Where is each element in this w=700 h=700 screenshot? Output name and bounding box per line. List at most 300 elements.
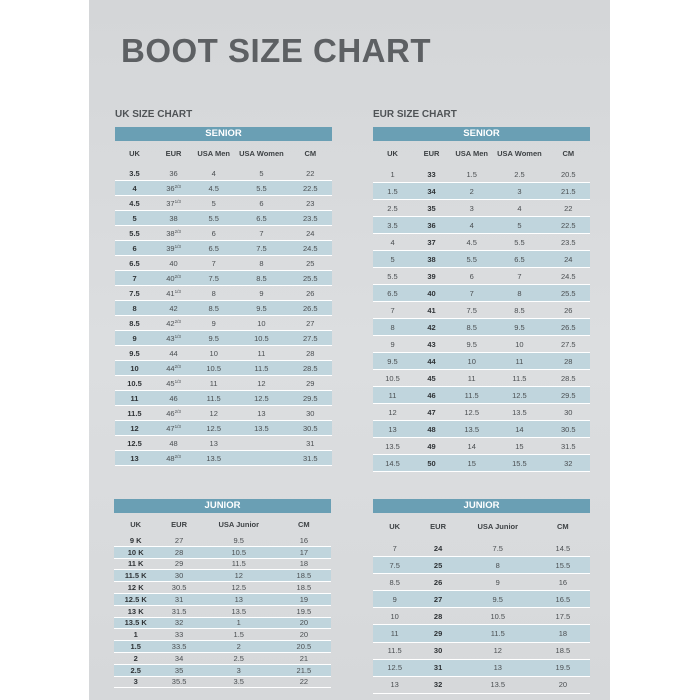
cm-cell: 20 [277,629,331,641]
eur-size-cell: 44 [412,353,451,370]
fraction-label: 2/3 [174,453,181,459]
eur-size-cell: 43 [412,336,451,353]
uk-junior-table [114,513,331,688]
usa-women-cell: 7 [492,268,546,285]
eur-size-cell: 28 [157,546,200,558]
table-row [115,166,332,181]
fraction-label: 2/3 [174,318,181,324]
size-chart-page [89,0,610,700]
cm-cell: 17.5 [536,608,590,625]
usa-men-cell: 6.5 [193,241,234,256]
table-row [114,535,331,546]
usa-men-cell: 5.5 [193,211,234,226]
eur-size-cell: 28 [416,608,459,625]
cm-cell: 26.5 [547,319,590,336]
table-row [373,387,590,404]
eur-size-cell: 49 [412,438,451,455]
usa-women-cell: 6 [234,196,288,211]
eur-senior-table [373,141,590,472]
fraction-label: 2/3 [174,273,181,279]
usa-men-cell: 7 [193,256,234,271]
table-row [115,376,332,391]
usa-junior-cell: 3.5 [201,676,277,688]
uk-size-cell: 13 [373,421,412,438]
eur-section-title: EUR SIZE CHART [373,109,457,120]
eur-size-cell: 48 [154,436,193,451]
column-header: USA Men [455,149,489,158]
usa-women-cell: 3 [492,183,546,200]
cm-cell: 16.5 [536,591,590,608]
usa-women-cell: 7.5 [234,241,288,256]
usa-junior-cell: 13.5 [201,605,277,617]
cm-cell: 26 [547,302,590,319]
table-row [373,234,590,251]
uk-size-cell: 13 [115,451,154,466]
usa-men-cell: 7.5 [193,271,234,286]
uk-size-cell: 10 [115,361,154,376]
cm-cell: 26 [289,286,332,301]
uk-size-cell: 12 K [114,582,157,594]
usa-men-cell: 3 [451,200,492,217]
cm-cell: 29.5 [547,387,590,404]
eur-size-cell: 24 [416,540,459,557]
eur-size-cell: 35 [157,664,200,676]
column-header: EUR [430,522,446,531]
uk-size-cell: 4 [373,234,412,251]
table-row [373,302,590,319]
table-row [115,451,332,466]
uk-section-title: UK SIZE CHART [115,109,193,120]
usa-women-cell: 8.5 [492,302,546,319]
table-row [115,391,332,406]
usa-men-cell: 10.5 [193,361,234,376]
usa-women-cell: 8.5 [234,271,288,286]
usa-men-cell: 11 [451,370,492,387]
uk-size-cell: 5 [115,211,154,226]
eur-size-cell: 31.5 [157,605,200,617]
cm-cell: 26.5 [289,301,332,316]
fraction-label: 1/3 [174,333,181,339]
cm-cell: 22 [547,200,590,217]
eur-size-cell: 25 [416,557,459,574]
cm-cell: 20 [536,676,590,693]
usa-men-cell: 11.5 [193,391,234,406]
usa-men-cell: 6 [193,226,234,241]
table-row [115,196,332,211]
usa-men-cell: 9 [193,316,234,331]
eur-size-cell: 47 [412,404,451,421]
table-row [373,217,590,234]
eur-junior-block [373,499,590,694]
table-row [373,557,590,574]
usa-women-cell: 9 [234,286,288,301]
uk-junior-band: JUNIOR [114,499,331,513]
eur-size-cell: 31 [416,659,459,676]
table-header-row [114,513,331,535]
uk-size-cell: 5.5 [373,268,412,285]
cm-cell: 19.5 [536,659,590,676]
column-header: UK [387,149,398,158]
table-row [114,676,331,688]
cm-cell: 16 [277,535,331,546]
eur-size-cell: 33.5 [157,641,200,653]
uk-size-cell: 11.5 [115,406,154,421]
cm-cell: 20.5 [277,641,331,653]
cm-cell: 22.5 [547,217,590,234]
usa-women-cell: 9.5 [234,301,288,316]
column-header: USA Men [197,149,231,158]
uk-size-cell: 7.5 [373,557,416,574]
table-row [115,271,332,286]
uk-size-cell: 3.5 [373,217,412,234]
column-header: CM [557,522,569,531]
eur-size-cell: $48^{2/3}$ [154,451,193,466]
uk-size-cell: 10.5 [115,376,154,391]
usa-women-cell: 13 [234,406,288,421]
cm-cell: 27.5 [289,331,332,346]
eur-size-cell: 46 [412,387,451,404]
uk-size-cell: 12.5 [373,659,416,676]
uk-size-cell: 11.5 [373,642,416,659]
cm-cell: 22.5 [289,181,332,196]
cm-cell: 25.5 [547,285,590,302]
column-header: EUR [171,519,187,529]
uk-size-cell: 10 K [114,546,157,558]
usa-men-cell: 9.5 [451,336,492,353]
usa-men-cell: 11 [193,376,234,391]
uk-senior-band: SENIOR [115,127,332,141]
table-row [373,251,590,268]
usa-women-cell [234,436,288,451]
table-row [115,346,332,361]
eur-size-cell: 27 [157,535,200,546]
cm-cell: 18 [277,558,331,570]
cm-cell: 31.5 [289,451,332,466]
table-row [373,183,590,200]
cm-cell: 28.5 [547,370,590,387]
uk-size-cell: 13 [373,676,416,693]
table-row [114,664,331,676]
table-row [373,642,590,659]
usa-junior-cell: 7.5 [460,540,536,557]
table-row [373,404,590,421]
eur-size-cell: $37^{1/3}$ [154,196,193,211]
table-row [373,438,590,455]
uk-size-cell: 1.5 [114,641,157,653]
eur-size-cell: $40^{2/3}$ [154,271,193,286]
table-row [115,226,332,241]
uk-size-cell: 11 [373,387,412,404]
eur-size-cell: 32 [416,676,459,693]
uk-size-cell: 11 [115,391,154,406]
eur-size-cell: 35.5 [157,676,200,688]
usa-junior-cell: 10.5 [201,546,277,558]
table-row [115,286,332,301]
uk-size-cell: 6.5 [115,256,154,271]
usa-women-cell: 5.5 [234,181,288,196]
table-row [115,331,332,346]
column-header: CM [298,519,310,529]
eur-size-cell: 36 [412,217,451,234]
eur-size-cell: $43^{1/3}$ [154,331,193,346]
table-row [373,285,590,302]
eur-size-cell: 33 [412,166,451,183]
usa-men-cell: 14 [451,438,492,455]
table-row [115,406,332,421]
table-row [115,316,332,331]
column-header: CM [562,149,575,158]
usa-women-cell: 5 [234,166,288,181]
table-row [373,370,590,387]
uk-size-cell: 4.5 [115,196,154,211]
uk-size-cell: 10 [373,608,416,625]
cm-cell: 22 [289,166,332,181]
usa-men-cell: 4.5 [193,181,234,196]
fraction-label: 2/3 [174,228,181,234]
usa-men-cell: 12.5 [451,404,492,421]
uk-size-cell: 11.5 K [114,570,157,582]
uk-size-cell: 11 K [114,558,157,570]
usa-men-cell: 13.5 [193,451,234,466]
eur-senior-block [373,108,590,472]
uk-size-cell: 9 [115,331,154,346]
usa-junior-cell: 3 [201,664,277,676]
eur-size-cell: 50 [412,455,451,472]
cm-cell: 30.5 [547,421,590,438]
usa-junior-cell: 2 [201,641,277,653]
usa-women-cell: 7 [234,226,288,241]
usa-women-cell: 12 [234,376,288,391]
cm-cell: 32 [547,455,590,472]
table-row [373,353,590,370]
uk-size-cell: 3 [114,676,157,688]
eur-size-cell: $45^{1/3}$ [154,376,193,391]
uk-junior-block [114,499,331,688]
eur-size-cell: 33 [157,629,200,641]
uk-size-cell: 5 [373,251,412,268]
uk-size-cell: 9.5 [373,353,412,370]
cm-cell: 21.5 [277,664,331,676]
usa-men-cell: 8 [193,286,234,301]
table-row [373,591,590,608]
usa-men-cell: 9.5 [193,331,234,346]
usa-women-cell: 15 [492,438,546,455]
usa-women-cell: 6.5 [492,251,546,268]
usa-men-cell: 13.5 [451,421,492,438]
cm-cell: 28.5 [289,361,332,376]
uk-size-cell: 12.5 K [114,593,157,605]
eur-size-cell: 29 [157,558,200,570]
usa-men-cell: 4.5 [451,234,492,251]
cm-cell: 22 [277,676,331,688]
table-row [373,625,590,642]
cm-cell: 29 [289,376,332,391]
eur-size-cell: 44 [154,346,193,361]
cm-cell: 18.5 [277,582,331,594]
usa-junior-cell: 12.5 [201,582,277,594]
page-title: BOOT SIZE CHART [121,32,431,69]
cm-cell: 27 [289,316,332,331]
table-row [373,268,590,285]
cm-cell: 28 [547,353,590,370]
table-row [373,319,590,336]
cm-cell: 21.5 [547,183,590,200]
uk-size-cell: 4 [115,181,154,196]
cm-cell: 18.5 [536,642,590,659]
uk-size-cell: 9 K [114,535,157,546]
cm-cell: 19.5 [277,605,331,617]
usa-junior-cell: 2.5 [201,652,277,664]
usa-women-cell: 10 [234,316,288,331]
cm-cell: 25.5 [289,271,332,286]
eur-size-cell: 30 [157,570,200,582]
table-row [373,200,590,217]
eur-size-cell: 35 [412,200,451,217]
uk-size-cell: 6 [115,241,154,256]
table-row [373,455,590,472]
table-row [114,641,331,653]
usa-women-cell: 13.5 [492,404,546,421]
fraction-label: 1/3 [174,423,181,429]
cm-cell: 23.5 [289,211,332,226]
table-row [373,608,590,625]
eur-size-cell: 46 [154,391,193,406]
eur-size-cell: 48 [412,421,451,438]
usa-men-cell: 10 [193,346,234,361]
column-header: USA Junior [477,522,519,531]
uk-size-cell: 2.5 [373,200,412,217]
eur-size-cell: 38 [412,251,451,268]
uk-size-cell: 9 [373,591,416,608]
eur-size-cell: $44^{2/3}$ [154,361,193,376]
uk-size-cell: 7 [373,540,416,557]
cm-cell: 25 [289,256,332,271]
eur-size-cell: 26 [416,574,459,591]
cm-cell: 23.5 [547,234,590,251]
uk-size-cell: 13.5 K [114,617,157,629]
fraction-label: 2/3 [174,363,181,369]
usa-women-cell: 11.5 [234,361,288,376]
column-header: UK [130,519,142,529]
usa-junior-cell: 13 [460,659,536,676]
fraction-label: 1/3 [174,288,181,294]
usa-men-cell: 6 [451,268,492,285]
cm-cell: 19 [277,593,331,605]
table-row [373,336,590,353]
usa-women-cell: 11 [492,353,546,370]
table-row [114,617,331,629]
usa-junior-cell: 12 [460,642,536,659]
eur-junior-table [373,513,590,694]
uk-size-cell: 8.5 [115,316,154,331]
eur-size-cell: 29 [416,625,459,642]
eur-size-cell: 34 [412,183,451,200]
usa-women-cell: 8 [492,285,546,302]
usa-men-cell: 7 [451,285,492,302]
uk-size-cell: 1.5 [373,183,412,200]
usa-men-cell: 12.5 [193,421,234,436]
usa-women-cell: 11 [234,346,288,361]
usa-women-cell: 11.5 [492,370,546,387]
cm-cell: 28 [289,346,332,361]
usa-junior-cell: 11.5 [460,625,536,642]
eur-size-cell: $36^{2/3}$ [154,181,193,196]
fraction-label: 1/3 [174,198,181,204]
cm-cell: 24 [547,251,590,268]
column-header: CM [304,149,317,158]
usa-women-cell: 15.5 [492,455,546,472]
uk-size-cell: 9.5 [115,346,154,361]
uk-size-cell: 7 [373,302,412,319]
cm-cell: 31 [289,436,332,451]
uk-size-cell: 11 [373,625,416,642]
usa-women-cell: 10.5 [234,331,288,346]
eur-size-cell: 45 [412,370,451,387]
usa-men-cell: 1.5 [451,166,492,183]
uk-size-cell: 1 [373,166,412,183]
usa-women-cell [234,451,288,466]
usa-men-cell: 4 [193,166,234,181]
eur-size-cell: 36 [154,166,193,181]
uk-size-cell: 8.5 [373,574,416,591]
fraction-label: 1/3 [174,243,181,249]
uk-size-cell: 10.5 [373,370,412,387]
eur-junior-band: JUNIOR [373,499,590,513]
column-header: USA Women [497,149,542,158]
table-row [373,421,590,438]
usa-women-cell: 9.5 [492,319,546,336]
eur-size-cell: 32 [157,617,200,629]
uk-senior-table [115,141,332,466]
table-row [115,241,332,256]
usa-junior-cell: 9.5 [460,591,536,608]
eur-size-cell: $47^{1/3}$ [154,421,193,436]
usa-men-cell: 8.5 [193,301,234,316]
eur-size-cell: 42 [412,319,451,336]
table-row [114,593,331,605]
usa-junior-cell: 1 [201,617,277,629]
usa-junior-cell: 10.5 [460,608,536,625]
cm-cell: 27.5 [547,336,590,353]
usa-men-cell: 15 [451,455,492,472]
cm-cell: 17 [277,546,331,558]
uk-size-cell: 7.5 [115,286,154,301]
column-header: EUR [165,149,182,158]
table-row [115,421,332,436]
eur-size-cell: 30 [416,642,459,659]
usa-women-cell: 14 [492,421,546,438]
eur-size-cell: 34 [157,652,200,664]
table-header-row [373,513,590,540]
usa-women-cell: 12.5 [492,387,546,404]
cm-cell: 15.5 [536,557,590,574]
uk-size-cell: 12 [373,404,412,421]
usa-women-cell: 2.5 [492,166,546,183]
eur-size-cell: $42^{2/3}$ [154,316,193,331]
usa-men-cell: 5.5 [451,251,492,268]
usa-men-cell: 2 [451,183,492,200]
fraction-label: 2/3 [174,183,181,189]
eur-senior-band: SENIOR [373,127,590,141]
cm-cell: 24.5 [547,268,590,285]
usa-women-cell: 5 [492,217,546,234]
table-row [114,605,331,617]
usa-junior-cell: 11.5 [201,558,277,570]
column-header: UK [129,149,140,158]
usa-women-cell: 8 [234,256,288,271]
uk-size-cell: 8 [115,301,154,316]
usa-junior-cell: 12 [201,570,277,582]
